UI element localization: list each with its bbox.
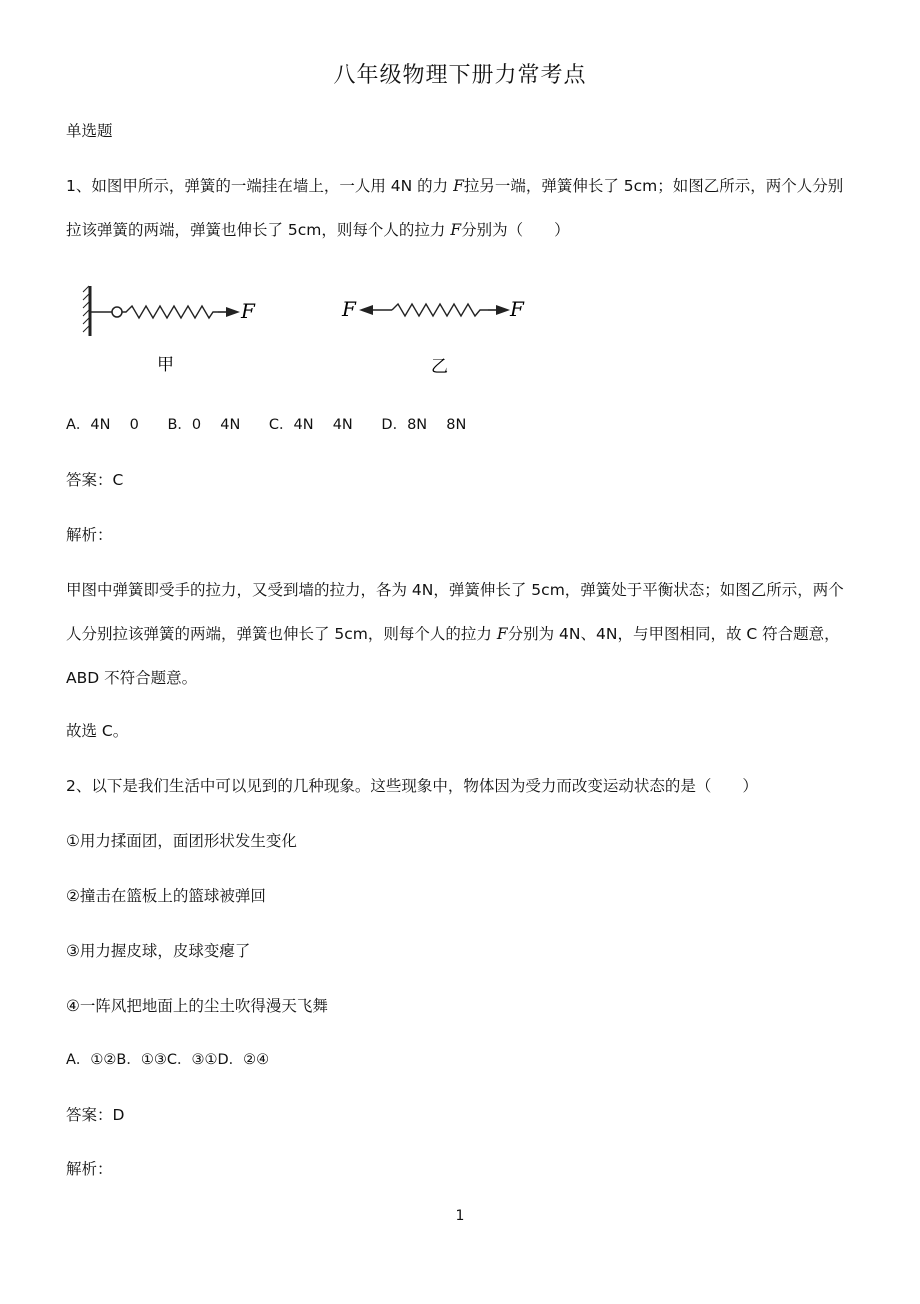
q2-answer: 答案：D bbox=[66, 1106, 125, 1124]
arrow-right-icon bbox=[226, 307, 240, 317]
figure-label-jia: 甲 bbox=[157, 355, 174, 375]
section-heading: 单选题 bbox=[66, 122, 113, 140]
q1-analysis-text bbox=[66, 568, 856, 700]
page-number: 1 bbox=[455, 1208, 465, 1224]
q1-force-symbol: F bbox=[450, 221, 462, 239]
q1-answer: 答案：C bbox=[66, 471, 124, 489]
q1-text-part-b: 拉另一端，弹簧伸长了 5cm；如图乙所示，两个人分别拉该弹簧的两端，弹簧也伸长了 5cm，则每个人的拉力 bbox=[66, 177, 844, 239]
q1-text-part-a: 1、如图甲所示，弹簧的一端挂在墙上，一人用 4N 的力 bbox=[66, 177, 454, 195]
spring-left bbox=[122, 306, 218, 318]
q2-item-4: ④一阵风把地面上的尘土吹得漫天飞舞 bbox=[66, 997, 328, 1015]
force-label-right-b: F bbox=[510, 297, 524, 321]
q2-item-2: ②撞击在篮板上的篮球被弹回 bbox=[66, 887, 266, 905]
q2-options bbox=[66, 1049, 269, 1071]
q1-option-d[interactable]: D．8N 8N bbox=[381, 417, 467, 433]
q1-force-symbol: F bbox=[453, 177, 464, 195]
q1-options bbox=[66, 414, 466, 436]
q1-force-symbol: F bbox=[496, 625, 508, 643]
arrow-right-icon bbox=[496, 305, 510, 315]
q2-option-d[interactable]: D．②④ bbox=[217, 1052, 270, 1068]
q1-option-b[interactable]: B．0 4N bbox=[167, 417, 241, 433]
spring-right bbox=[392, 304, 488, 316]
q1-conclusion: 故选 C。 bbox=[66, 722, 129, 740]
q2-option-b[interactable]: B．①③ bbox=[116, 1052, 167, 1068]
page-title: 八年级物理下册力常考点 bbox=[333, 63, 587, 88]
spring-figure bbox=[80, 280, 550, 380]
question-2-text: 2、以下是我们生活中可以见到的几种现象。这些现象中，物体因为受力而改变运动状态的是（ ） bbox=[66, 777, 758, 795]
q1-analysis-part-b: 分别为 4N、4N，与甲图相同，故 C 符合题意，ABD 不符合题意。 bbox=[66, 625, 840, 687]
figure-label-yi: 乙 bbox=[431, 357, 448, 377]
arrow-left-icon bbox=[359, 305, 373, 315]
force-label-left: F bbox=[241, 299, 255, 323]
q1-option-a[interactable]: A．4N 0 bbox=[66, 417, 139, 433]
question-1-text bbox=[66, 164, 856, 252]
wall-hatch bbox=[83, 286, 90, 336]
q2-option-c[interactable]: C．③① bbox=[166, 1052, 218, 1068]
force-label-right-a: F bbox=[342, 297, 356, 321]
q1-option-c[interactable]: C．4N 4N bbox=[268, 417, 353, 433]
q2-item-3: ③用力握皮球，皮球变瘪了 bbox=[66, 942, 251, 960]
q1-analysis-part-a: 甲图中弹簧即受手的拉力，又受到墙的拉力，各为 4N，弹簧伸长了 5cm，弹簧处于平衡状态；如图乙所示，两个人分别拉该弹簧的两端，弹簧也伸长了 5cm，则每个人的拉力 bbox=[66, 581, 844, 643]
q2-item-1: ①用力揉面团，面团形状发生变化 bbox=[66, 832, 297, 850]
spring-hook bbox=[112, 307, 122, 317]
q2-analysis-label: 解析： bbox=[66, 1160, 113, 1178]
q1-text-part-c: 分别为（ ） bbox=[461, 221, 570, 239]
q2-option-a[interactable]: A．①② bbox=[66, 1052, 117, 1068]
q1-analysis-label: 解析： bbox=[66, 526, 113, 544]
